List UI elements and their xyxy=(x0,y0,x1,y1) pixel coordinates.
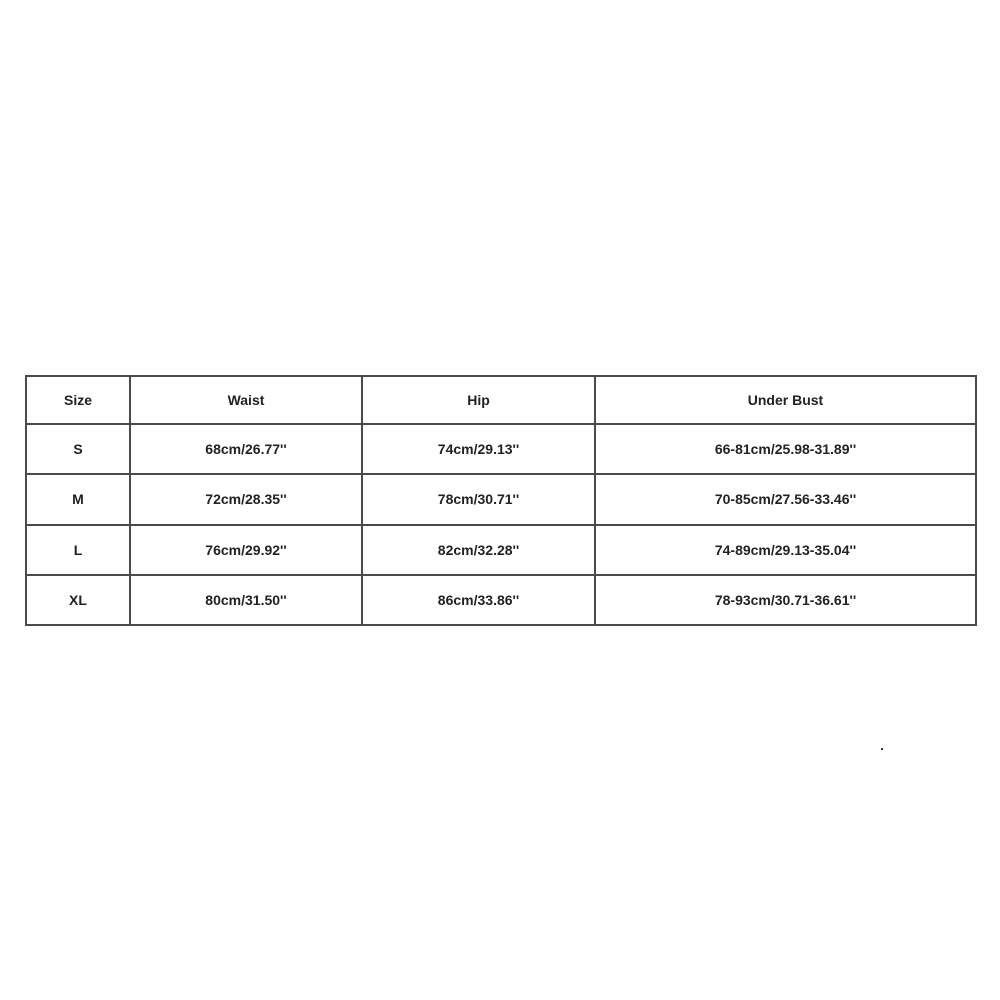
size-cell: L xyxy=(26,525,130,575)
table-header-row xyxy=(26,376,976,424)
hip-cell: 78cm/30.71'' xyxy=(362,474,595,524)
header-hip: Hip xyxy=(362,376,595,424)
table-row xyxy=(26,474,976,524)
hip-cell: 86cm/33.86'' xyxy=(362,575,595,625)
size-chart-table xyxy=(25,375,977,626)
size-cell: XL xyxy=(26,575,130,625)
header-size: Size xyxy=(26,376,130,424)
stray-dot xyxy=(881,748,883,750)
under-bust-cell: 78-93cm/30.71-36.61'' xyxy=(595,575,976,625)
waist-cell: 76cm/29.92'' xyxy=(130,525,362,575)
header-under-bust: Under Bust xyxy=(595,376,976,424)
under-bust-cell: 70-85cm/27.56-33.46'' xyxy=(595,474,976,524)
table-row xyxy=(26,525,976,575)
waist-cell: 68cm/26.77'' xyxy=(130,424,362,474)
waist-cell: 72cm/28.35'' xyxy=(130,474,362,524)
size-cell: S xyxy=(26,424,130,474)
under-bust-cell: 66-81cm/25.98-31.89'' xyxy=(595,424,976,474)
table-row xyxy=(26,424,976,474)
under-bust-cell: 74-89cm/29.13-35.04'' xyxy=(595,525,976,575)
header-waist: Waist xyxy=(130,376,362,424)
size-cell: M xyxy=(26,474,130,524)
hip-cell: 82cm/32.28'' xyxy=(362,525,595,575)
waist-cell: 80cm/31.50'' xyxy=(130,575,362,625)
hip-cell: 74cm/29.13'' xyxy=(362,424,595,474)
table-row xyxy=(26,575,976,625)
